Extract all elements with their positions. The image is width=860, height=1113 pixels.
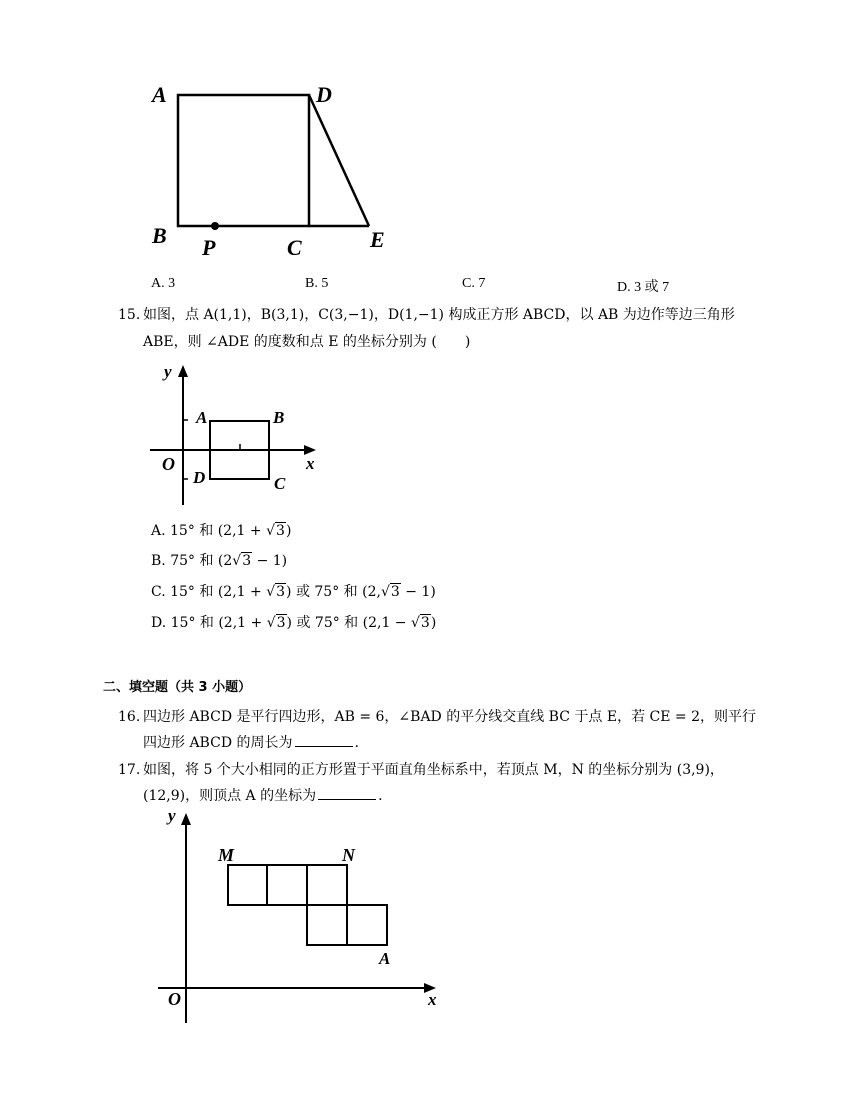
q14-option-a[interactable]: A. 3 <box>151 276 176 291</box>
q15-text-line2: ABE，则 ∠ADE 的度数和点 E 的坐标分别为 ( ) <box>143 334 471 350</box>
coordinate-square-figure <box>140 355 340 515</box>
label-n: N <box>342 845 355 865</box>
label-o3: O <box>168 989 181 1009</box>
segment-de <box>309 95 369 226</box>
label-b: B <box>152 223 167 248</box>
square-1 <box>228 865 267 905</box>
square-3 <box>307 865 347 905</box>
q17-answer-blank[interactable] <box>318 786 376 800</box>
label-x: x <box>306 454 315 473</box>
q16-text-line2: 四边形 ABCD 的周长为 . <box>143 735 359 751</box>
label-b2: B <box>273 408 285 427</box>
q16-answer-blank[interactable] <box>295 733 353 747</box>
q14-option-b[interactable]: B. 5 <box>305 276 329 291</box>
y-axis-arrow-icon-3 <box>181 813 191 825</box>
square-2 <box>267 865 307 905</box>
label-a2: A <box>196 408 208 427</box>
label-y3: y <box>168 806 176 825</box>
square-triangle-figure <box>140 75 410 265</box>
label-y: y <box>164 362 172 381</box>
square-4 <box>307 905 347 945</box>
label-m: M <box>218 845 235 865</box>
q15-option-b[interactable]: B. 75° 和 (2√3 − 1) <box>151 553 288 569</box>
label-p: P <box>202 235 216 260</box>
q14-option-d[interactable]: D. 3 或 7 <box>617 280 670 295</box>
q15-option-d[interactable]: D. 15° 和 (2,1 + √3) 或 75° 和 (2,1 − √3) <box>151 615 437 631</box>
five-squares-figure <box>150 805 450 1030</box>
q17-text-line1: 如图，将 5 个大小相同的正方形置于平面直角坐标系中，若顶点 M，N 的坐标分别为 (3,9)， <box>143 762 724 778</box>
section-title: 二、填空题（共 3 小题） <box>103 680 252 695</box>
q17-number: 17. <box>118 762 141 778</box>
label-e: E <box>370 227 385 252</box>
square-5 <box>347 905 387 945</box>
q15-option-c[interactable]: C. 15° 和 (2,1 + √3) 或 75° 和 (2,√3 − 1) <box>151 584 436 600</box>
label-a3: A <box>379 949 391 968</box>
q15-number: 15. <box>118 307 141 323</box>
label-x3: x <box>428 990 437 1009</box>
q16-text-line1: 四边形 ABCD 是平行四边形，AB = 6，∠BAD 的平分线交直线 BC 于点 E，若 CE = 2，则平行 <box>143 709 756 725</box>
label-d: D <box>316 82 332 107</box>
label-a: A <box>152 82 167 107</box>
q17-text-line2: (12,9)，则顶点 A 的坐标为 . <box>143 788 383 804</box>
label-d2: D <box>193 468 206 487</box>
y-axis-arrow-icon <box>178 365 188 377</box>
q15-option-a[interactable]: A. 15° 和 (2,1 + √3) <box>151 523 292 539</box>
q16-number: 16. <box>118 709 141 725</box>
label-c2: C <box>274 474 286 493</box>
squares-group <box>228 865 387 945</box>
label-o: O <box>162 454 175 474</box>
q14-option-c[interactable]: C. 7 <box>462 276 486 291</box>
point-p <box>211 222 219 230</box>
q15-text-line1: 如图，点 A(1,1)，B(3,1)，C(3,−1)，D(1,−1) 构成正方形 ABCD，以 AB 为边作等边三角形 <box>143 307 735 323</box>
label-c: C <box>287 235 302 260</box>
square-abcd <box>178 95 309 226</box>
